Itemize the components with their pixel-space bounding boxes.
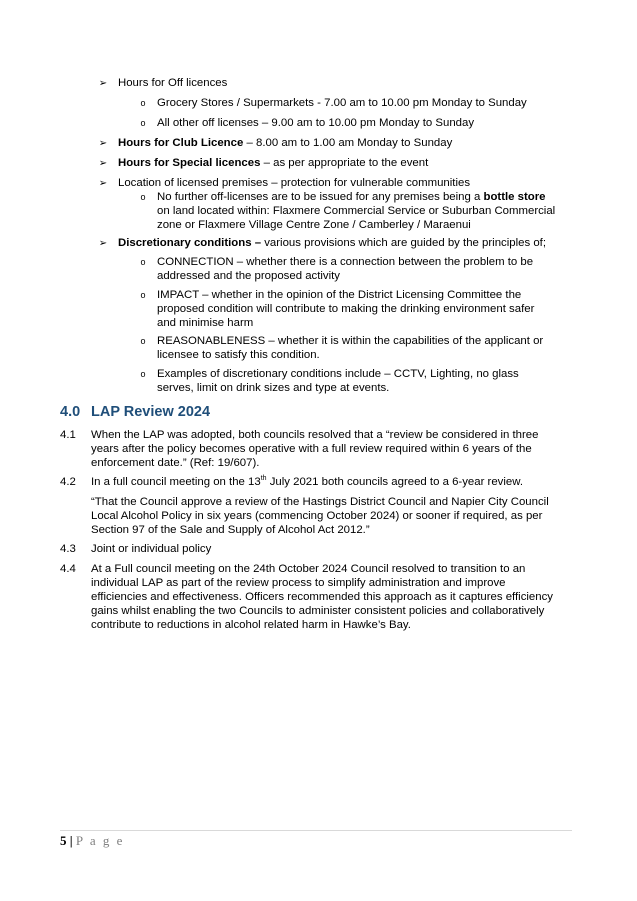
discretionary-rest: various provisions which are guided by the principles of; bbox=[261, 237, 546, 249]
arrow-bullet-icon: ➢ bbox=[98, 158, 108, 169]
para-4-4-line1: At a Full council meeting on the 24th October 2024 Council resolved to transition to an bbox=[91, 563, 526, 575]
footer-divider bbox=[60, 830, 572, 831]
quote-line2: Local Alcohol Policy in six years (commencing October 2024) or sooner if required, as per bbox=[91, 510, 543, 522]
circle-bullet-icon: o bbox=[140, 336, 146, 346]
reasonableness-line2: licensee to satisfy this condition. bbox=[157, 349, 320, 361]
para-4-1-line3: enforcement date.” (Ref: 19/607). bbox=[91, 457, 260, 469]
para-4-2-post: July 2021 both councils agreed to a 6-year review. bbox=[266, 476, 523, 488]
para-4-2-text bbox=[91, 476, 523, 489]
para-4-4-line4: gains whilst enabling the two Councils to administer consistent policies and collaboratively bbox=[91, 605, 545, 617]
off-grocery-item: Grocery Stores / Supermarkets - 7.00 am to 10.00 pm Monday to Sunday bbox=[157, 97, 527, 109]
para-4-4-line5: contribute to reductions in alcohol related harm in Hawke’s Bay. bbox=[91, 619, 411, 631]
impact-line1: IMPACT – whether in the opinion of the District Licensing Committee the bbox=[157, 289, 522, 301]
quote-line1: “That the Council approve a review of the Hastings District Council and Napier City Council bbox=[91, 496, 549, 508]
examples-line2: serves, limit on drink sizes and type at events. bbox=[157, 382, 390, 394]
examples-line1: Examples of discretionary conditions include – CCTV, Lighting, no glass bbox=[157, 368, 519, 380]
location-sub-line2: on land located within: Flaxmere Commercial Service or Suburban Commercial bbox=[157, 205, 556, 217]
location-sub-line1 bbox=[157, 191, 546, 204]
circle-bullet-icon: o bbox=[140, 118, 146, 128]
circle-bullet-icon: o bbox=[140, 257, 146, 267]
para-4-1-line1: When the LAP was adopted, both councils resolved that a “review be considered in three bbox=[91, 429, 539, 441]
arrow-bullet-icon: ➢ bbox=[98, 238, 108, 249]
arrow-bullet-icon: ➢ bbox=[98, 78, 108, 89]
connection-line2: addressed and the proposed activity bbox=[157, 270, 341, 282]
circle-bullet-icon: o bbox=[140, 369, 146, 379]
arrow-bullet-icon: ➢ bbox=[98, 178, 108, 189]
bottle-store-bold: bottle store bbox=[483, 191, 546, 203]
para-4-3-text: Joint or individual policy bbox=[91, 543, 212, 555]
special-licence-item bbox=[118, 157, 428, 170]
para-4-4-number: 4.4 bbox=[60, 563, 76, 575]
club-licence-rest: – 8.00 am to 1.00 am Monday to Sunday bbox=[243, 137, 453, 149]
para-4-2-superscript: th bbox=[260, 475, 267, 483]
impact-line2: proposed condition will contribute to making the drinking environment safer bbox=[157, 303, 535, 315]
special-licence-rest: – as per appropriate to the event bbox=[260, 157, 429, 169]
section-title: LAP Review 2024 bbox=[91, 404, 211, 420]
off-other-item: All other off licenses – 9.00 am to 10.00 pm Monday to Sunday bbox=[157, 117, 475, 129]
impact-line3: and minimise harm bbox=[157, 317, 254, 329]
arrow-bullet-icon: ➢ bbox=[98, 138, 108, 149]
club-licence-item bbox=[118, 137, 452, 150]
para-4-1-number: 4.1 bbox=[60, 429, 76, 441]
connection-line1: CONNECTION – whether there is a connection between the problem to be bbox=[157, 256, 534, 268]
page-footer bbox=[60, 834, 124, 847]
discretionary-item bbox=[118, 237, 546, 250]
section-number: 4.0 bbox=[60, 404, 81, 420]
location-sub-pre: No further off-licenses are to be issued for any premises being a bbox=[157, 191, 484, 203]
page-word: P a g e bbox=[75, 833, 125, 848]
quote-line3: Section 97 of the Sale and Supply of Alcohol Act 2012.” bbox=[91, 524, 370, 536]
para-4-2-number: 4.2 bbox=[60, 476, 76, 488]
para-4-4-line2: individual LAP as part of the review process to simplify administration and improve bbox=[91, 577, 506, 589]
location-sub-line3: zone or Flaxmere Village Centre Zone / Camberley / Maraenui bbox=[157, 219, 471, 231]
off-licences-title: Hours for Off licences bbox=[118, 77, 228, 89]
para-4-2-pre: In a full council meeting on the 13 bbox=[91, 476, 261, 488]
circle-bullet-icon: o bbox=[140, 192, 146, 202]
circle-bullet-icon: o bbox=[140, 98, 146, 108]
para-4-1-line2: years after the policy becomes operative with a full review required within 6 years of the bbox=[91, 443, 532, 455]
special-licence-bold: Hours for Special licences bbox=[118, 157, 261, 169]
location-title: Location of licensed premises – protection for vulnerable communities bbox=[118, 177, 471, 189]
club-licence-bold: Hours for Club Licence bbox=[118, 137, 244, 149]
page-number: 5 bbox=[60, 833, 67, 848]
discretionary-bold: Discretionary conditions – bbox=[118, 237, 262, 249]
para-4-3-number: 4.3 bbox=[60, 543, 76, 555]
para-4-4-line3: efficiencies and effectiveness. Officers recommended this approach as it captures efficiency bbox=[91, 591, 553, 603]
footer-separator: | bbox=[69, 833, 73, 848]
circle-bullet-icon: o bbox=[140, 290, 146, 300]
reasonableness-line1: REASONABLENESS – whether it is within the capabilities of the applicant or bbox=[157, 335, 544, 347]
